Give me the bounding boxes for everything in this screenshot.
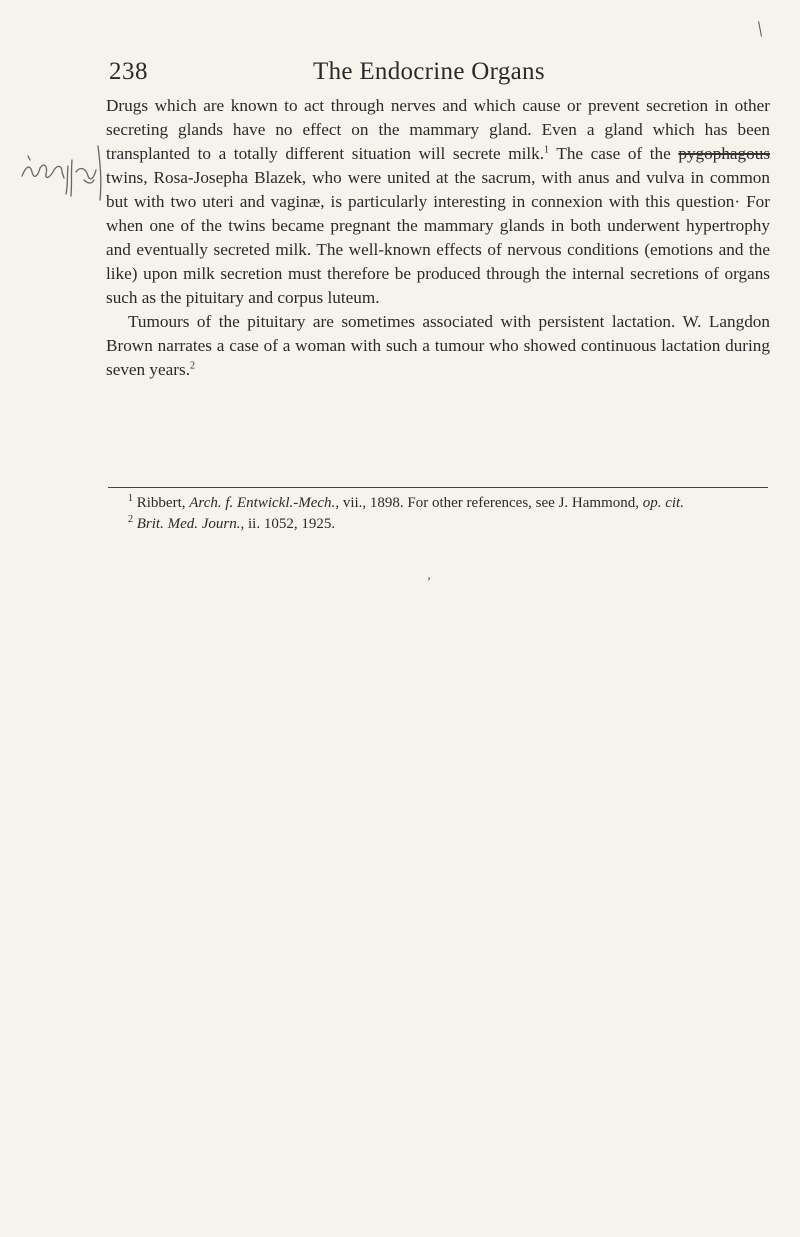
handwritten-margin-annotation (18, 136, 110, 204)
paragraph-2: Tumours of the pituitary are sometimes associated with persistent lactation. W. Langdon Brown narrates a case of a woman with such a tumour who showed continuous lactation during seven years.$^2$ (106, 312, 770, 379)
struck-word: pygophagous (678, 144, 771, 163)
page-number: 238 (109, 58, 148, 85)
footnote-ref-2: 2 (190, 360, 195, 372)
running-head: The Endocrine Organs (313, 58, 545, 85)
paragraph-1: Drugs which are known to act through nerves and which cause or prevent secretion in other secreting glands have no effect on the mammary gland. Even a gland which has been transplanted to a totally different situation will secrete milk.$^1$ The case of the pygophagous twins, Rosa-Josepha Blazek, who were united at the sacrum, with anus and vulva in common but with two uteri and vaginæ, is particularly interesting in connexion with this question· For when one of the twins became pregnant the mammary glands in both underwent hypertrophy and eventually secreted milk. The well-known effects of nervous conditions (emotions and the like) upon milk secretion must therefore be produced through the internal secretions of organs such as the pituitary and corpus luteum. (106, 96, 771, 307)
footnote-2: $^2$ Brit. Med. Journ., ii. 1052, 1925. (128, 514, 336, 532)
stray-ink-mark: ’ (427, 574, 431, 588)
body-text (106, 94, 770, 382)
footnotes (106, 493, 770, 535)
footnote-1: $^1$ Ribbert, Arch. f. Entwickl.-Mech., vii., 1898. For other references, see J. Hammond, op. cit. (128, 493, 684, 511)
footnote-ref-1: 1 (544, 144, 550, 156)
corner-mark: \ (755, 15, 765, 42)
footnote-rule (108, 487, 768, 488)
